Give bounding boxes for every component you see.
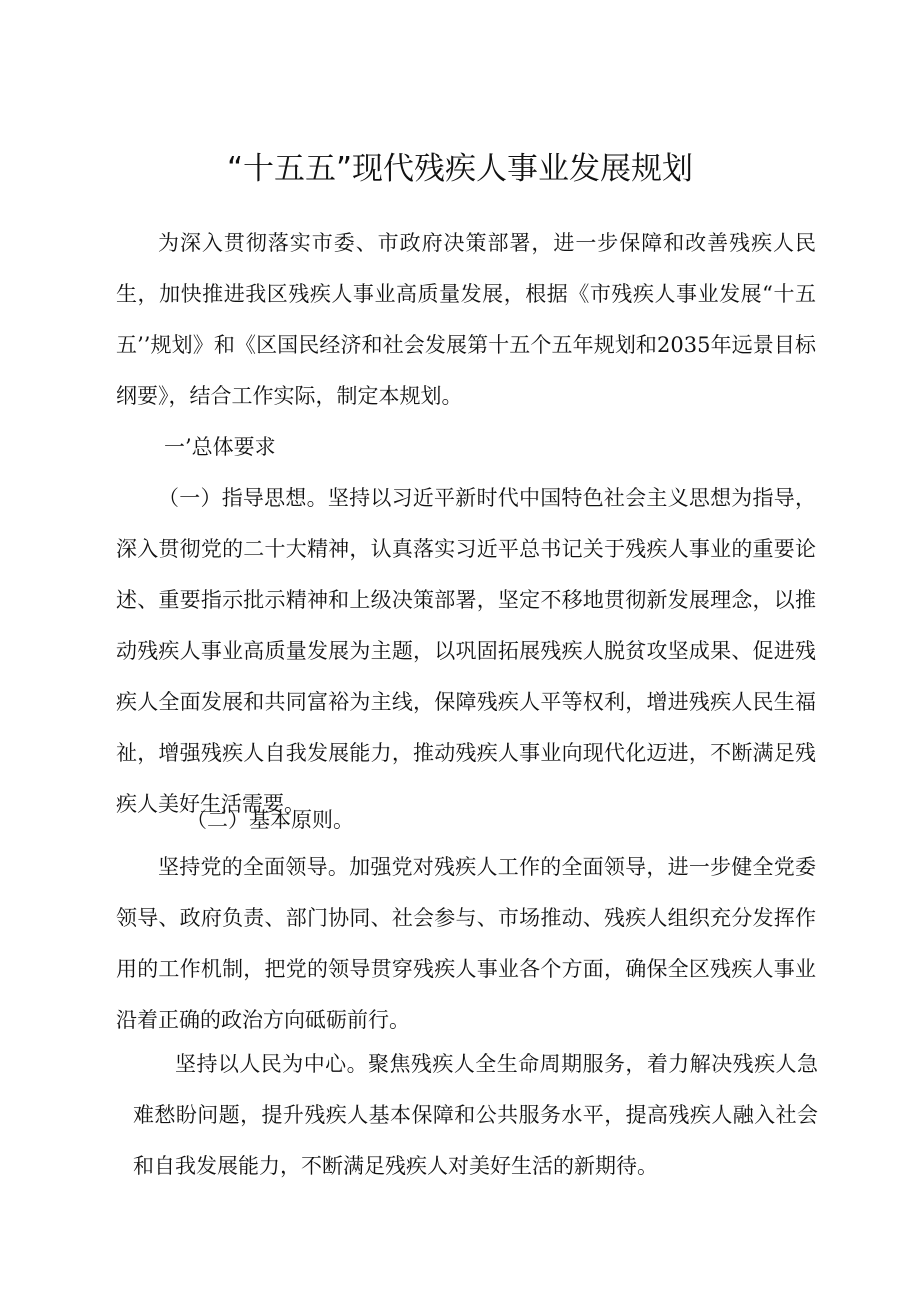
document-title: “十五五”现代残疾人事业发展规划 bbox=[226, 151, 694, 187]
guiding-thought-paragraph: （一）指导思想。坚持以习近平新时代中国特色社会主义思想为指导，深入贯彻党的二十大精神，认真落实习近平总书记关于残疾人事业的重要论述、重要指示批示精神和上级决策部署，坚定不移地贯彻新发展理念，以推动残疾人事业高质量发展为主题，以巩固拓展残疾人脱贫攻坚成果、促进残疾人全面发展和共同富裕为主线，保障残疾人平等权利，增进残疾人民生福祉，增强残疾人自我发展能力，推动残疾人事业向现代化迈进，不断满足残疾人美好生活需要。 bbox=[116, 486, 816, 816]
section-heading-overall-requirements: 一’总体要求 bbox=[164, 435, 276, 459]
party-leadership-paragraph: 坚持党的全面领导。加强党对残疾人工作的全面领导，进一步健全党委领导、政府负责、部门协同、社会参与、市场推动、残疾人组织充分发挥作用的工作机制，把党的领导贯穿残疾人事业各个方面，确保全区残疾人事业沿着正确的政治方向砥砺前行。 bbox=[116, 855, 816, 1032]
people-centered-paragraph: 坚持以人民为中心。聚焦残疾人全生命周期服务，着力解决残疾人急难愁盼问题，提升残疾人基本保障和公共服务水平，提高残疾人融入社会和自我发展能力，不断满足残疾人对美好生活的新期待。 bbox=[133, 1052, 818, 1178]
basic-principles-heading: （二）基本原则。 bbox=[186, 808, 354, 832]
intro-paragraph: 为深入贯彻落实市委、市政府决策部署，进一步保障和改善残疾人民生，加快推进我区残疾人事业高质量发展，根据《市残疾人事业发展“十五五’’规划》和《区国民经济和社会发展第十五个五年规划和2035年远景目标纲要》，结合工作实际，制定本规划。 bbox=[116, 231, 816, 408]
